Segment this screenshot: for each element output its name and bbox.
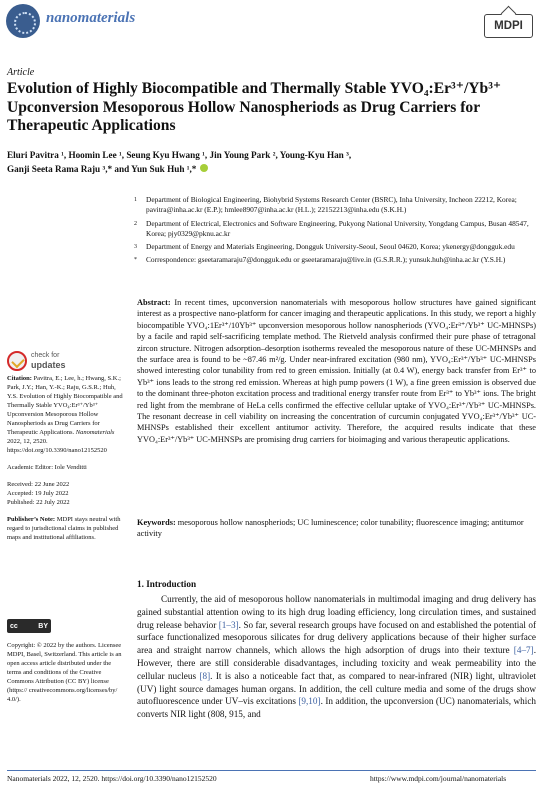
publisher-note: Publisher’s Note: MDPI stays neutral with regard to jurisdictional claims in published maps and institutional affiliations. <box>7 516 121 541</box>
authors <box>7 148 527 176</box>
article-title: Evolution of Highly Biocompatible and Thermally Stable YVO₄:Er³⁺/Yb³⁺ Upconversion Mesoporous Hollow Nanospheriods as Drug Carriers for Therapeutic Applications <box>7 80 502 134</box>
copyright-notice: Copyright: © 2022 by the authors. Licensee MDPI, Basel, Switzerland. This article is an open access article distributed under the terms and conditions of the Creative Commons Attribution (CC BY) license (https:// creativecommons.org/licenses/by/ 4.0/). <box>7 642 122 703</box>
footer-journal-url[interactable]: https://www.mdpi.com/journal/nanomaterials <box>370 774 507 783</box>
affiliation-item: 1 Department of Biological Engineering, Biohybrid Systems Research Center (BSRC), Inha University, Incheon 22212, Korea; pavitra@inha.ac.kr (E.P.); hmlee8907@inha.ac.kr (H.L.); 22152213@inha.edu (S.K.H.) <box>134 195 517 215</box>
authors-line-1: Eluri Pavitra ¹, Hoomin Lee ¹, Seung Kyu Hwang ¹, Jin Young Park ², Young-Kyu Han ³, <box>7 150 352 160</box>
journal-logo-icon <box>6 4 40 38</box>
authors-line-2: Ganji Seeta Rama Raju ³,* and Yun Suk Huh ¹,* <box>7 162 527 176</box>
accepted-date: Accepted: 19 July 2022 <box>7 490 69 497</box>
academic-editor: Academic Editor: Iole Venditti <box>7 464 87 471</box>
keywords <box>137 517 536 540</box>
orcid-icon[interactable] <box>200 164 208 172</box>
article-info-column <box>7 374 125 550</box>
footer-citation: Nanomaterials 2022, 12, 2520. https://doi.org/10.3390/nano12152520 <box>7 774 217 783</box>
received-date: Received: 22 June 2022 <box>7 481 70 488</box>
affiliations <box>134 195 534 269</box>
reference-link[interactable]: [1–3] <box>218 619 239 630</box>
article-type: Article <box>7 67 35 78</box>
check-updates-icon <box>7 351 27 371</box>
check-for-updates-button[interactable]: check for updates <box>7 351 87 373</box>
abstract-label: Abstract: <box>137 298 171 307</box>
abstract-text: In recent times, upconversion nanomaterials with mesoporous hollow structures have gained significant interest as a prospective nano-platform for cancer imaging and therapeutic applications. In this study, we report a highly biocompatible YVO₄:1Er³⁺/10Yb³⁺ upconversion mesoporous hollow nanospheriods (YVO₄:Er³⁺/Yb³⁺ UC-MHNSPs) by a facile and rapid self-sacrificing template method. The Rietveld analysis confirmed their pure phase of tetragonal zircon structure. Nitrogen adsorption–desorption isotherms revealed the mesoporous nature of these UC-MHNSPs and the surface area is found to be ~87.46 m²/g. Under near-infrared excitation (980 nm), YVO₄:Er³⁺/Yb³⁺ UC-MHNSPs showed interesting color tunability from red to green emission. Initially (at 0.4 W), energy back transfer from Er³⁺ to Yb³⁺ ions leads to the strong red emission. Whereas at high pump powers (1 W), a fine green emission is observed due to the dominant three-photon excitation process and traditional energy transfer route from Er³⁺ to Yb³⁺ ions. The bright red light from the membrane of HeLa cells confirmed the effective cellular uptake of YVO₄:Er³⁺/Yb³⁺ UC-MHNSPs. The resonant decrease in cell viability on increasing the concentration of curcumin conjugated YVO₄:Er³⁺/Yb³⁺ UC-MHNSPs established their excellent antitumor activity. Therefore, the acquired results indicate that these YVO₄:Er³⁺/Yb³⁺ UC-MHNSPs are promising drug carriers for bioimaging and various therapeutic applications. <box>137 298 537 444</box>
footer-divider <box>7 770 536 771</box>
reference-link[interactable]: [8] <box>199 670 211 681</box>
abstract <box>137 297 536 445</box>
affiliation-item: 3 Department of Energy and Materials Engineering, Dongguk University-Seoul, Seoul 04620, Korea; ykenergy@dongguk.edu <box>134 242 515 252</box>
keywords-text: mesoporous hollow nanospheriods; UC luminescence; color tunability; fluorescence imaging; antitumor activity <box>137 518 524 539</box>
published-date: Published: 22 July 2022 <box>7 499 70 506</box>
keywords-label: Keywords: <box>137 518 176 527</box>
reference-link[interactable]: [4–7] <box>513 645 534 656</box>
affiliation-item: 2 Department of Electrical, Electronics and Software Engineering, Pukyong National University, Yongdang Campus, Busan 48547, Korea; pjy0329@pknu.ac.kr <box>134 218 529 238</box>
publisher-logo: MDPI <box>484 14 533 38</box>
journal-name: nanomaterials <box>46 10 136 26</box>
section-heading: 1. Introduction <box>137 579 197 589</box>
correspondence: * Correspondence: gseetaramaraju7@dongguk.edu or gseetaramaraju@live.in (G.S.R.R.); yunsuk.huh@inha.ac.kr (Y.S.H.) <box>134 255 506 265</box>
cc-by-license-icon[interactable]: cc BY <box>7 619 51 633</box>
introduction-paragraph: Currently, the aid of mesoporous hollow nanomaterials in multimodal imaging and drug delivery has gained substantial attention owing to its high drug loading efficiency, long circulation times, and sustained drug release behavior [1–3]. So far, several research groups have focused on and established the potential of surface functionalized mesoporous silicates for drug delivery applications because of their higher surface area and straight narrow channels, which allows the high adsorption of drugs into their texture [4–7]. However, there are still considerable disadvantages, including toxicity and weak permeability into the cellular nucleus [8]. It is also a noticeable fact that, as compared to near-infrared (NIR) light, ultraviolet (UV) light source damages human organs. In addition, the cell culture media and some of the drugs show autofluorescence under UV–vis excitations [9,10]. In addition, the upconversion (UC) nanomaterials, which converts NIR light (808, 915, and <box>137 594 537 720</box>
reference-link[interactable]: [9,10] <box>298 696 321 707</box>
citation: Citation: Pavitra, E.; Lee, h.; Hwang, S.K.; Park, J.Y.; Han, Y.-K.; Raju, G.S.R.; Huh, Y.S. Evolution of Highly Biocompatible and Thermally Stable YVO₄:Er³⁺/Yb³⁺ Upconversion Mesoporous Hollow Nanospheriods as Drug Carriers for Therapeutic Applications. Nanomaterials 2022, 12, 2520. https://doi.org/10.3390/nano12152520 <box>7 375 123 454</box>
